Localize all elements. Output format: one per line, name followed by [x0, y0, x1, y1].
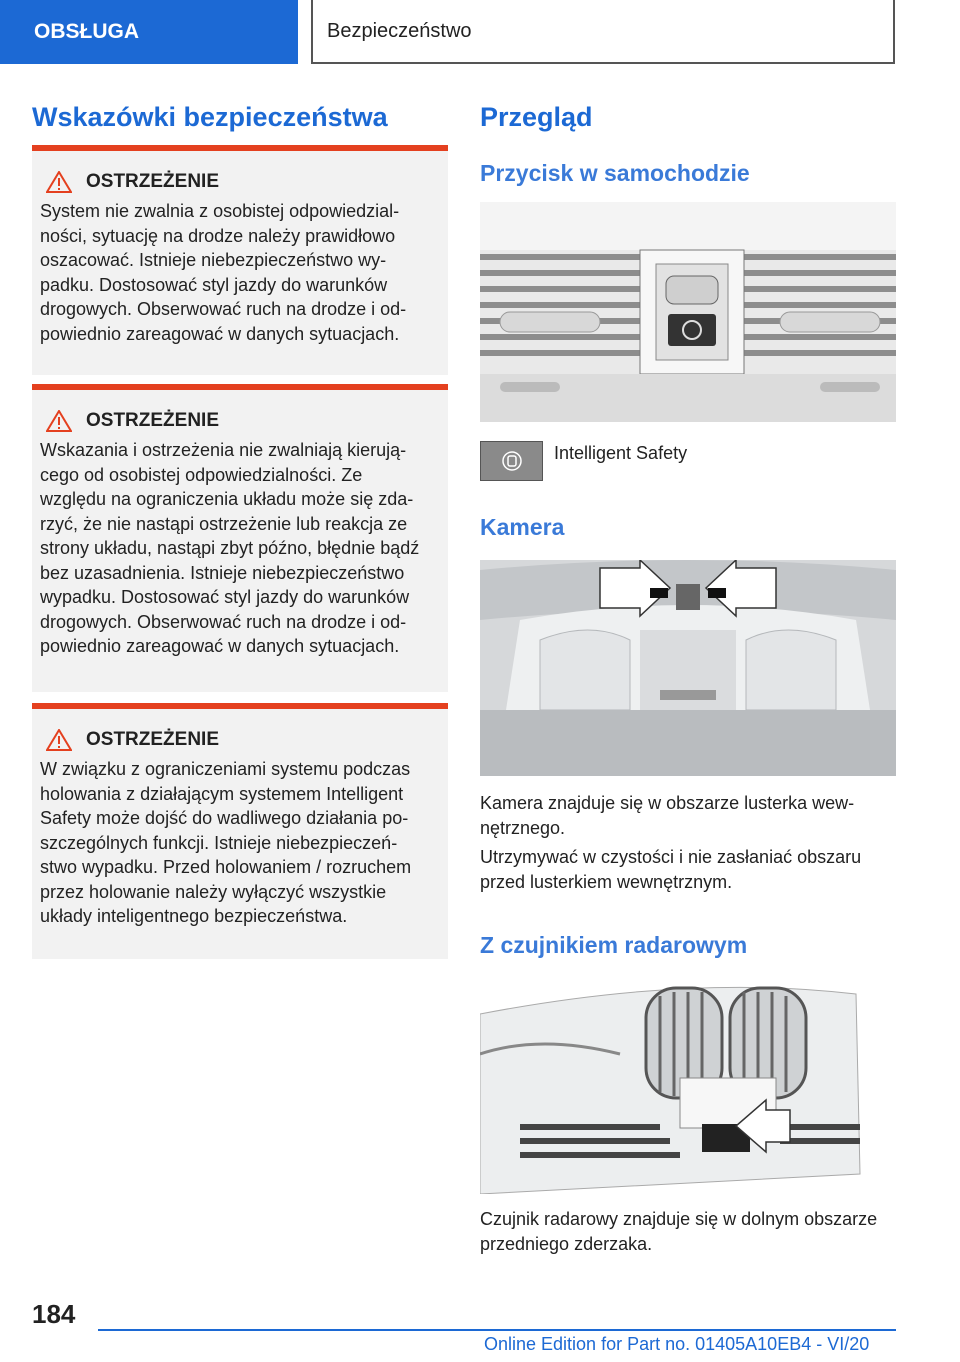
warning-triangle-icon	[46, 171, 72, 193]
warning-triangle-icon	[46, 410, 72, 432]
dashboard-button-image	[480, 202, 896, 422]
edition-footer: Online Edition for Part no. 01405A10EB4 - VI/20	[484, 1334, 870, 1354]
camera-location-text: Kamera znajduje się w obszarze lusterka wew- nętrznego.	[480, 793, 855, 838]
warning-text: W związku z ograniczeniami systemu podczas holowania z działającym systemem Intelligent Safety może dojść do wadliwego działania po- szczególnych funkcji. Istnieje niebezpieczeń- stwo wypadku. Przed holowaniem / rozruchem przez holowanie należy wyłączyć wszystkie układy inteligentnego bezpieczeństwa.	[40, 759, 412, 926]
section-header	[311, 0, 895, 64]
footer-divider	[98, 1329, 896, 1331]
camera-section-heading: Kamera	[480, 514, 565, 540]
safety-notes-title: Wskazówki bezpieczeństwa	[32, 102, 388, 132]
warning-title: OSTRZEŻENIE	[86, 729, 220, 750]
button-label: Intelligent Safety	[554, 443, 688, 463]
camera-location-image	[480, 560, 896, 776]
page-number: 184	[32, 1299, 76, 1329]
warning-text: Wskazania i ostrzeżenia nie zwalniają kierują- cego od osobistej odpowiedzialności. Ze względu na ograniczenia układu może się zda- rzyć, że nie nastąpi ostrzeżenie lub reakcja ze strony układu, nastąpi zbyt późno, błędnie bądź bez uzasadnienia. Istnieje niebezpieczeństwo wypadku. Dostosować styl jazdy do warunków drogowych. Obserwować ruch na drodze i od- powiednio zareagować w danych sytuacjach.	[40, 440, 420, 656]
button-section-heading: Przycisk w samochodzie	[480, 160, 750, 186]
chapter-tab	[0, 0, 298, 64]
warning-box-3	[32, 703, 448, 959]
intelligent-safety-button-icon	[480, 441, 543, 481]
camera-care-text: Utrzymywać w czystości i nie zasłaniać obszaru przed lusterkiem wewnętrznym.	[480, 847, 862, 892]
warning-title: OSTRZEŻENIE	[86, 171, 220, 192]
overview-title: Przegląd	[480, 102, 593, 132]
radar-location-text: Czujnik radarowy znajduje się w dolnym obszarze przedniego zderzaka.	[480, 1209, 878, 1254]
warning-text: System nie zwalnia z osobistej odpowiedzial- ności, sytuację na drodze należy prawidłowo oszacować. Istnieje niebezpieczeństwo wy- padku. Dostosować styl jazdy do warunków drogowych. Obserwować ruch na drodze i od- powiednio zareagować w danych sytuacjach.	[40, 201, 407, 344]
chapter-label: OBSŁUGA	[34, 20, 139, 43]
radar-location-image	[480, 974, 896, 1194]
warning-triangle-icon	[46, 729, 72, 751]
warning-title: OSTRZEŻENIE	[86, 410, 220, 431]
warning-box-1	[32, 145, 448, 375]
radar-section-heading: Z czujnikiem radarowym	[480, 932, 748, 958]
warning-box-2	[32, 384, 448, 692]
section-label: Bezpieczeństwo	[327, 19, 472, 42]
